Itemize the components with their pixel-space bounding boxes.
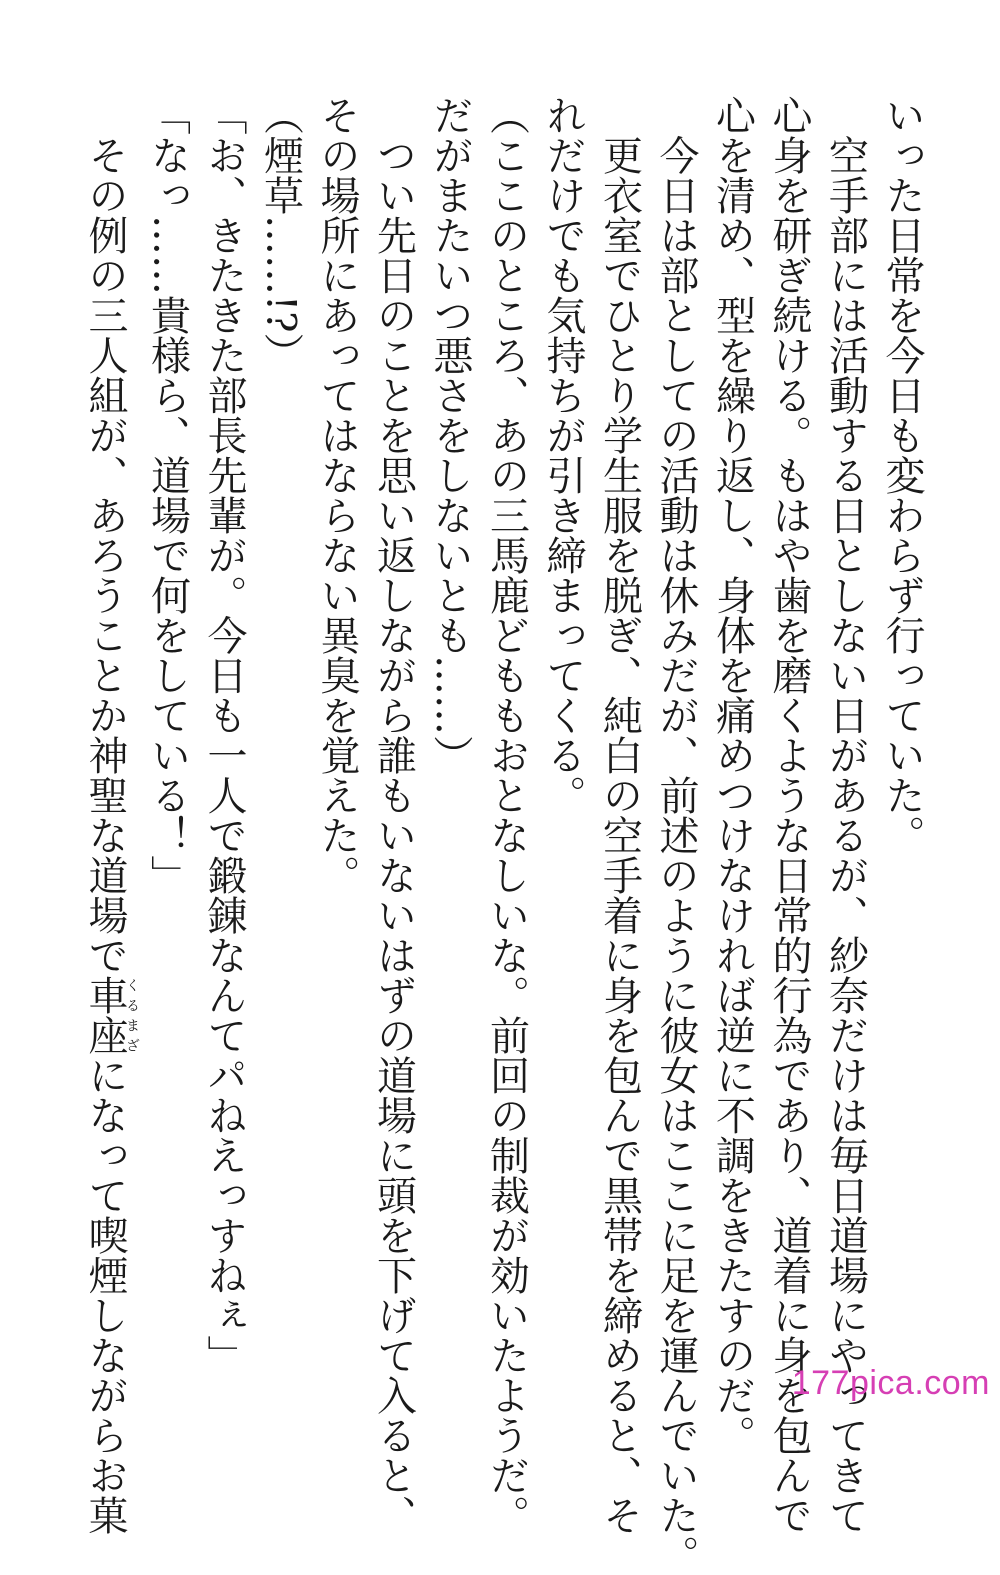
text-line-4: 心を清め、型を繰り返し、身体を痛めつけなければ逆に不調をきたすのだ。 bbox=[709, 95, 756, 1455]
text-line-6: 更衣室でひとり学生服を脱ぎ、純白の空手着に身を包んで黒帯を締めると、そ bbox=[596, 95, 643, 1535]
text-line-15-before: その例の三人組が、あろうことか神聖な道場で bbox=[82, 95, 128, 975]
ruby-base: 車座 bbox=[82, 975, 128, 1055]
text-line-7: れだけでも気持ちが引き締まってくる。 bbox=[540, 95, 586, 815]
text-line-14: 「なっ……貴様ら、道場で何をしている！」 bbox=[144, 95, 191, 895]
text-line-5: 今日は部としての活動は休みだが、前述のように彼女はここに足を運んでいた。 bbox=[653, 95, 699, 1575]
watermark: 177pica.com bbox=[791, 1364, 990, 1402]
ruby-reading: くるまざ bbox=[124, 975, 140, 1055]
text-line-12: （煙草……!?） bbox=[257, 95, 304, 373]
text-line-2: 空手部には活動する日としない日があるが、紗奈だけは毎日道場にやってきて bbox=[822, 95, 869, 1535]
text-line-15 bbox=[77, 95, 140, 1535]
text-line-1: いった日常を今日も変わらず行っていた。 bbox=[879, 95, 925, 855]
ruby-annotation bbox=[82, 975, 140, 1055]
text-line-8: （ここのところ、あの三馬鹿どももおとなしいな。前回の制裁が効いたようだ。 bbox=[483, 95, 530, 1535]
text-line-10: つい先日のことを思い返しながら誰もいないはずの道場に頭を下げて入ると、 bbox=[370, 95, 417, 1535]
text-line-3: 心身を研ぎ続ける。もはや歯を磨くような日常的行為であり、道着に身を包んで bbox=[766, 95, 812, 1535]
text-line-15-after: になって喫煙しながらお菓 bbox=[82, 1055, 128, 1535]
text-line-11: その場所にあってはならない異臭を覚えた。 bbox=[314, 95, 360, 895]
text-line-13: 「お、きたきた部長先輩が。今日も一人で鍛錬なんてパねえっすねぇ」 bbox=[201, 95, 247, 1375]
text-line-9: だがまたいつ悪さをしないとも……） bbox=[427, 95, 473, 775]
